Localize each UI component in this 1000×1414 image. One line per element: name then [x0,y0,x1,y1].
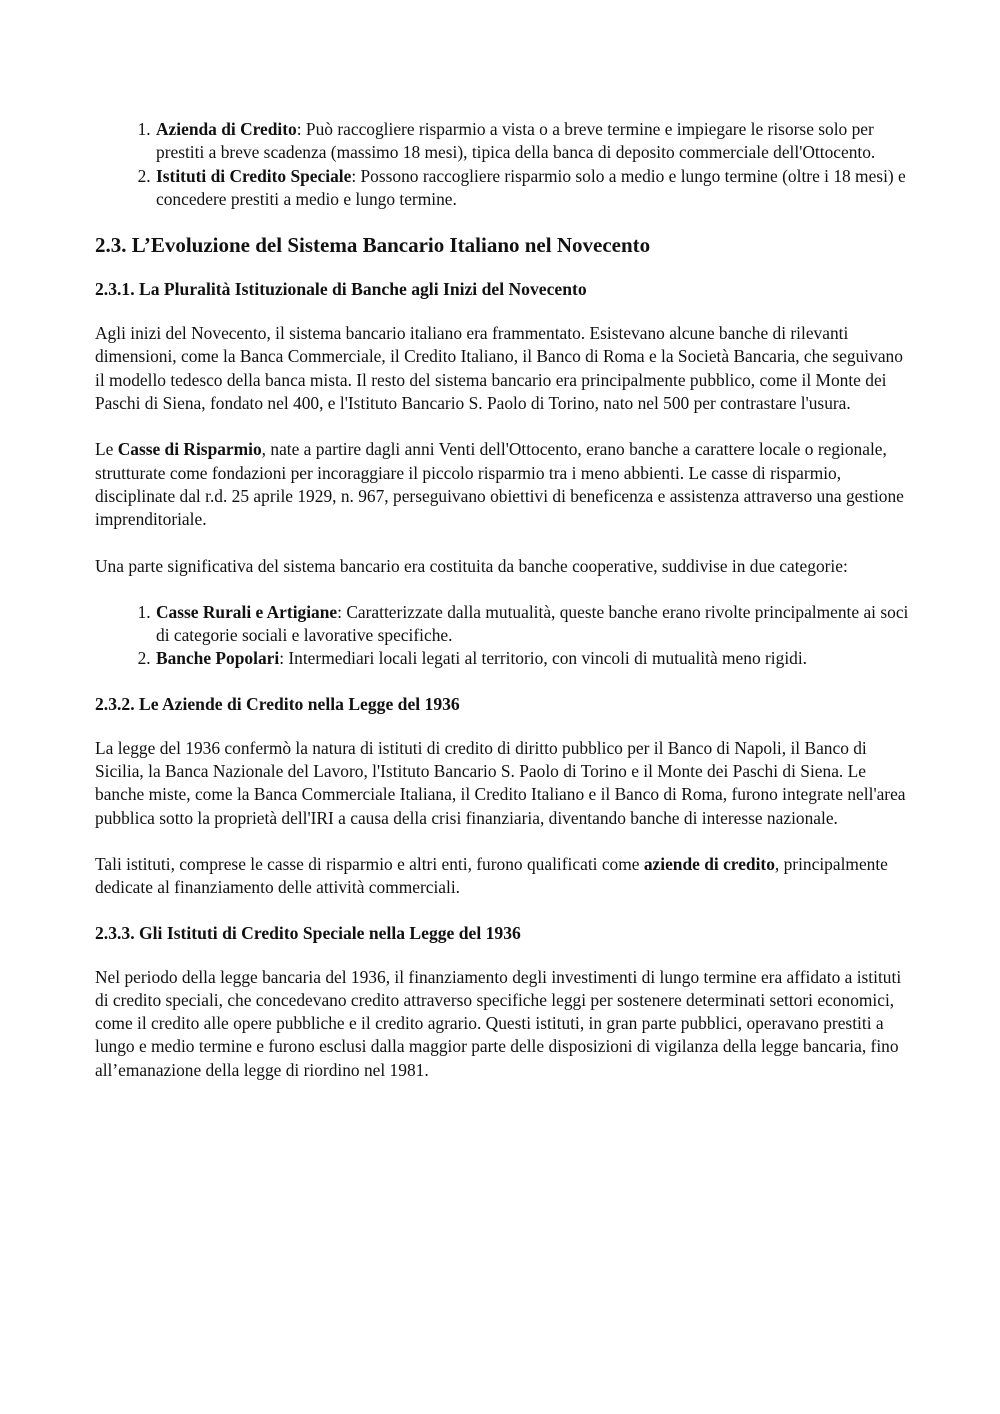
paragraph: La legge del 1936 confermò la natura di istituti di credito di diritto pubblico per il Banco di Napoli, il Banco di Sicilia, la Banca Nazionale del Lavoro, l'Istituto Bancario S. Paolo di Torino e il Monte dei Paschi di Siena. Le banche miste, come la Banca Commerciale Italiana, il Credito Italiano e il Banco di Roma, furono integrate nell'area pubblica sotto la proprietà dell'IRI a causa della crisi finanziaria, diventando banche di interesse nazionale. [95,737,906,828]
section-heading-2-3-3: 2.3.3. Gli Istituti di Credito Speciale nella Legge del 1936 [95,922,521,943]
list-item [155,647,910,670]
list-item [155,118,910,165]
section-heading-2-3: 2.3. L’Evoluzione del Sistema Bancario Italiano nel Novecento [95,233,651,258]
list-item-term: Casse Rurali e Artigiane [156,601,338,622]
document-page [95,118,910,1082]
list-item-term: Istituti di Credito Speciale [156,165,352,186]
list-item-term: Azienda di Credito [156,119,297,139]
section-heading-2-3-2: 2.3.2. Le Aziende di Credito nella Legge del 1936 [95,693,460,714]
list-item-term: Banche Popolari [156,648,280,669]
section-heading-2-3-1: 2.3.1. La Pluralità Istituzionale di Banche agli Inizi del Novecento [95,279,587,300]
paragraph: Nel periodo della legge bancaria del 1936, il finanziamento degli investimenti di lungo termine era affidato a istituti di credito speciali, che concedevano credito attraverso specifiche leggi per sostenere determinati settori economici, come il credito alle opere pubbliche e il credito agrario. Questi istituti, in gran parte pubblici, operavano prestiti a lungo e medio termine e furono esclusi dalla maggior parte delle disposizioni di vigilanza della legge bancaria, fino all’emanazione della legge di riordino nel 1981. [95,966,902,1080]
credit-types-list [95,118,910,211]
cooperative-banks-list [95,601,910,671]
paragraph [95,853,910,900]
paragraph: Agli inizi del Novecento, il sistema bancario italiano era frammentato. Esistevano alcune banche di rilevanti dimensioni, come la Banca Commerciale, il Credito Italiano, il Banco di Roma e la Società Bancaria, che seguivano il modello tedesco della banca mista. Il resto del sistema bancario era principalmente pubblico, come il Monte dei Paschi di Siena, fondato nel 400, e l'Istituto Bancario S. Paolo di Torino, nato nel 500 per contrastare l'usura. [95,323,903,414]
paragraph [95,438,910,531]
list-item-text: : Può raccogliere risparmio a vista o a breve termine e impiegare le risorse solo per prestiti a breve scadenza (massimo 18 mesi), tipica della banca di deposito commerciale dell'Ottocento. [156,119,876,163]
list-item-text: : Possono raccogliere risparmio solo a medio e lungo termine (oltre i 18 mesi) e concedere prestiti a medio e lungo termine. [156,165,906,209]
list-item [155,601,910,648]
paragraph-text: Tali istituti, comprese le casse di risparmio e altri enti, furono qualificati come [95,853,644,874]
paragraph-text: Le [95,439,118,460]
paragraph-text: , principalmente dedicate al finanziamento delle attività commerciali. [95,853,888,898]
list-item-text: : Caratterizzate dalla mutualità, queste banche erano rivolte principalmente ai soci di categorie sociali e lavorative specifiche. [156,601,909,646]
paragraph-bold-term: Casse di Risparmio [117,439,262,460]
paragraph-text: , nate a partire dagli anni Venti dell'Ottocento, erano banche a carattere locale o regionale, strutturate come fondazioni per incoraggiare il piccolo risparmio tra i meno abbienti. Le casse di risparmio, disciplinate dal r.d. 25 aprile 1929, n. 967, perseguivano obiettivi di beneficenza e assistenza attraverso una gestione imprenditoriale. [95,439,904,530]
list-item [155,165,910,212]
paragraph: Una parte significativa del sistema bancario era costituita da banche cooperative, suddivise in due categorie: [95,555,848,576]
list-item-text: : Intermediari locali legati al territorio, con vincoli di mutualità meno rigidi. [279,648,808,669]
paragraph-bold-term: aziende di credito [643,853,775,874]
